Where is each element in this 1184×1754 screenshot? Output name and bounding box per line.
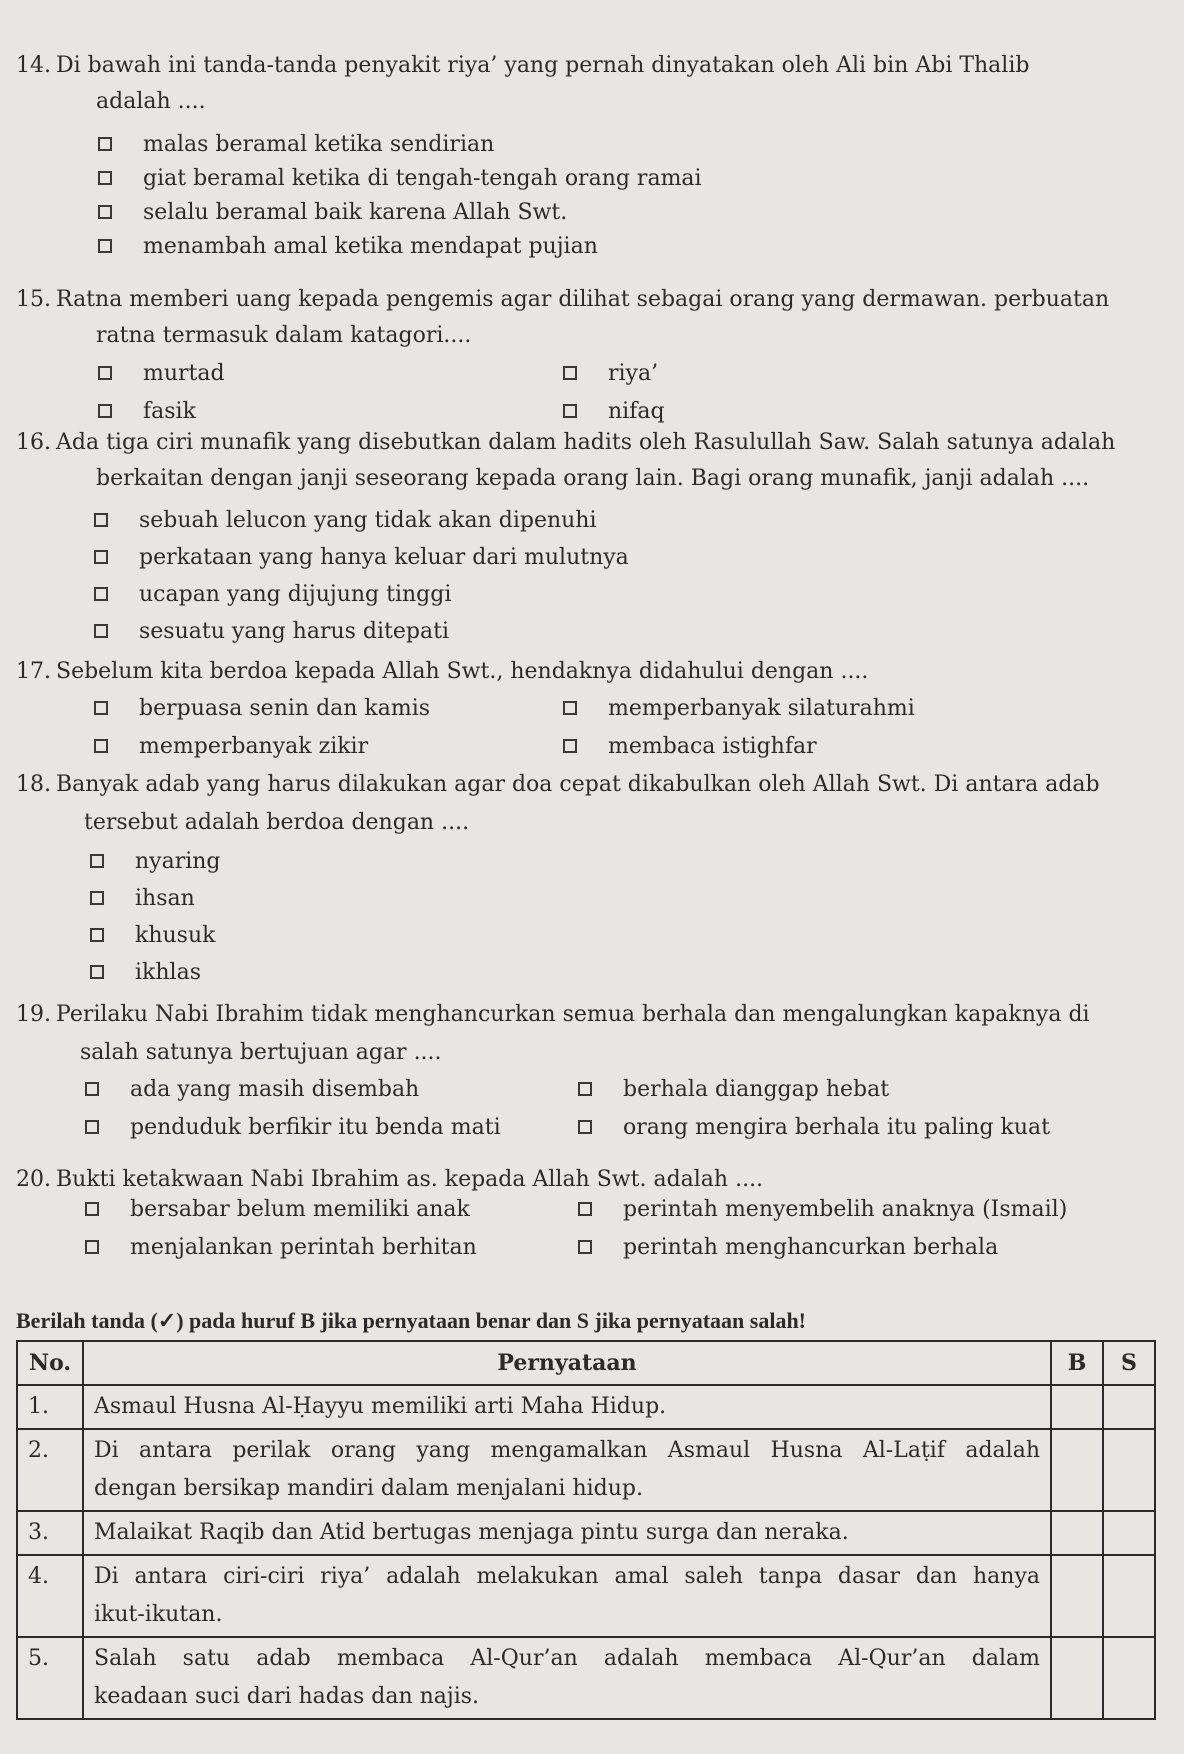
row-number: 1. bbox=[17, 1385, 83, 1429]
checkbox[interactable] bbox=[98, 205, 112, 219]
question-text: Di bawah ini tanda-tanda penyakit riya’ yang pernah dinyatakan oleh Ali bin Abi Thalib bbox=[56, 53, 1030, 78]
question-14 bbox=[16, 46, 1156, 122]
question-text-cont: salah satunya bertujuan agar .... bbox=[80, 1040, 442, 1065]
checkbox[interactable] bbox=[94, 739, 108, 753]
row-statement: Asmaul Husna Al-Ḥayyu memiliki arti Maha Hidup. bbox=[83, 1385, 1051, 1429]
section-instruction: Berilah tanda (✓) pada huruf B jika pernyataan benar dan S jika pernyataan salah! bbox=[16, 1308, 807, 1333]
row-statement: Malaikat Raqib dan Atid bertugas menjaga pintu surga dan neraka. bbox=[83, 1511, 1051, 1555]
question-number: 19. bbox=[16, 1002, 51, 1027]
question-text-cont: ratna termasuk dalam katagori.... bbox=[96, 323, 472, 348]
row-number: 4. bbox=[17, 1555, 83, 1637]
checkbox[interactable] bbox=[98, 404, 112, 418]
question-text: Sebelum kita berdoa kepada Allah Swt., hendaknya didahului dengan .... bbox=[56, 659, 869, 684]
checkbox[interactable] bbox=[98, 239, 112, 253]
row-number: 2. bbox=[17, 1429, 83, 1511]
question-text-cont: berkaitan dengan janji seseorang kepada orang lain. Bagi orang munafik, janji adalah .... bbox=[96, 466, 1090, 491]
checkbox[interactable] bbox=[85, 1120, 99, 1134]
checkbox[interactable] bbox=[85, 1082, 99, 1096]
checkbox[interactable] bbox=[85, 1240, 99, 1254]
table-row bbox=[17, 1511, 1155, 1555]
answer-b-cell[interactable] bbox=[1051, 1429, 1103, 1511]
checkbox[interactable] bbox=[90, 891, 104, 905]
question-15 bbox=[16, 280, 1156, 356]
question-number: 18. bbox=[16, 772, 51, 797]
answer-s-cell[interactable] bbox=[1103, 1511, 1155, 1555]
checkbox[interactable] bbox=[563, 404, 577, 418]
question-text: Perilaku Nabi Ibrahim tidak menghancurkan semua berhala dan mengalungkan kapaknya di bbox=[56, 1002, 1090, 1027]
checkbox[interactable] bbox=[578, 1202, 592, 1216]
checkbox[interactable] bbox=[563, 739, 577, 753]
answer-s-cell[interactable] bbox=[1103, 1637, 1155, 1719]
checkbox[interactable] bbox=[90, 965, 104, 979]
header-s: S bbox=[1103, 1341, 1155, 1385]
question-number: 17. bbox=[16, 659, 51, 684]
answer-b-cell[interactable] bbox=[1051, 1511, 1103, 1555]
header-no: No. bbox=[17, 1341, 83, 1385]
true-false-table bbox=[16, 1340, 1156, 1720]
question-19 bbox=[16, 995, 1156, 1073]
table-row bbox=[17, 1429, 1155, 1511]
checkbox[interactable] bbox=[94, 513, 108, 527]
checkbox[interactable] bbox=[578, 1082, 592, 1096]
answer-b-cell[interactable] bbox=[1051, 1385, 1103, 1429]
checkbox[interactable] bbox=[85, 1202, 99, 1216]
checkbox[interactable] bbox=[94, 701, 108, 715]
checkbox[interactable] bbox=[98, 171, 112, 185]
row-number: 5. bbox=[17, 1637, 83, 1719]
answer-s-cell[interactable] bbox=[1103, 1385, 1155, 1429]
header-statement: Pernyataan bbox=[83, 1341, 1051, 1385]
table-row bbox=[17, 1555, 1155, 1637]
row-statement: Salah satu adab membaca Al-Qur’an adalah membaca Al-Qur’an dalam keadaan suci dari hadas dan najis. bbox=[83, 1637, 1051, 1719]
checkbox[interactable] bbox=[94, 550, 108, 564]
checkbox[interactable] bbox=[563, 701, 577, 715]
checkbox[interactable] bbox=[98, 137, 112, 151]
checkbox[interactable] bbox=[578, 1240, 592, 1254]
header-b: B bbox=[1051, 1341, 1103, 1385]
question-number: 14. bbox=[16, 53, 51, 78]
question-17 bbox=[16, 652, 1156, 692]
question-text-cont: adalah .... bbox=[96, 89, 206, 114]
row-statement: Di antara ciri-ciri riya’ adalah melakukan amal saleh tanpa dasar dan hanya ikut-ikutan. bbox=[83, 1555, 1051, 1637]
question-16 bbox=[16, 423, 1156, 499]
question-text: Banyak adab yang harus dilakukan agar doa cepat dikabulkan oleh Allah Swt. Di antara adab bbox=[56, 772, 1100, 797]
checkbox[interactable] bbox=[563, 366, 577, 380]
checkbox[interactable] bbox=[90, 928, 104, 942]
table-header-row bbox=[17, 1341, 1155, 1385]
question-number: 20. bbox=[16, 1167, 51, 1192]
row-number: 3. bbox=[17, 1511, 83, 1555]
answer-b-cell[interactable] bbox=[1051, 1555, 1103, 1637]
table-row bbox=[17, 1385, 1155, 1429]
answer-s-cell[interactable] bbox=[1103, 1555, 1155, 1637]
question-number: 15. bbox=[16, 287, 51, 312]
question-number: 16. bbox=[16, 430, 51, 455]
question-text: Bukti ketakwaan Nabi Ibrahim as. kepada Allah Swt. adalah .... bbox=[56, 1167, 764, 1192]
question-text: Ada tiga ciri munafik yang disebutkan dalam hadits oleh Rasulullah Saw. Salah satunya adalah bbox=[56, 430, 1116, 455]
question-text-cont: tersebut adalah berdoa dengan .... bbox=[84, 810, 470, 835]
answer-b-cell[interactable] bbox=[1051, 1637, 1103, 1719]
checkbox[interactable] bbox=[94, 624, 108, 638]
question-text: Ratna memberi uang kepada pengemis agar dilihat sebagai orang yang dermawan. perbuatan bbox=[56, 287, 1110, 312]
row-statement: Di antara perilak orang yang mengamalkan Asmaul Husna Al-Laṭif adalah dengan bersikap mandiri dalam menjalani hidup. bbox=[83, 1429, 1051, 1511]
worksheet-page: 14. Di bawah ini tanda-tanda penyakit riya’ yang pernah dinyatakan oleh Ali bin Abi Thalib adalah .... malas beramal ketika sendirian giat beramal ketika di tengah-tengah orang ramai selalu beramal baik karena Allah Swt. menambah amal ketika mendapat pujian 15. Ratna memberi uang kepada pengemis agar dilihat sebagai orang yang dermawan. perbuatan ratna termasuk dalam katagori.... murtad riya’ fasik nifaq 16. Ada tiga ciri munafik yang disebutkan dalam hadits oleh Rasulullah Saw. Salah satunya adalah berkaitan dengan janji seseorang kepada orang lain. Bagi orang munafik, janji adalah .... sebuah lelucon yang tidak akan dipenuhi perkataan yang hanya keluar dari mulutnya ucapan yang dijujung tinggi sesuatu yang harus ditepati 17. Sebelum kita berdoa kepada Allah Swt., hendaknya didahului dengan .... berpuasa senin dan kamis memperbanyak silaturahmi memperbanyak zikir membaca istighfar 18. Banyak adab yang harus dilakukan agar doa cepat dikabulkan oleh Allah Swt. Di antara adab tersebut adalah berdoa dengan .... nyaring ihsan khusuk ikhlas 19. Perilaku Nabi Ibrahim tidak menghancurkan semua berhala dan mengalungkan kapaknya di salah satunya bertujuan agar .... ada yang masih disembah berhala dianggap hebat penduduk berfikir itu benda mati orang mengira berhala itu paling kuat 20. Bukti ketakwaan Nabi Ibrahim as. kepada Allah Swt. adalah .... bersabar belum memiliki anak perintah menyembelih anaknya (Ismail) menjalankan perintah berhitan perintah menghancurkan berhala Berilah tanda (✓) pada huruf B jika pernyataan benar dan S jika pernyataan salah! No. Pernyataan B S 1. Asmaul Husna Al-Ḥayyu memiliki arti Maha Hidup. 2. Di antara perilak orang yang mengamalkan Asmaul Husna Al-Laṭif adalah dengan bersikap mandiri dalam menjalani hidup. 3. Malaikat Raqib dan Atid bertugas menjaga pintu surga dan neraka. 4. Di antara ciri-ciri riya’ adalah melakukan amal saleh tanpa dasar dan hanya ikut-ikutan. 5. Salah satu adab membaca Al-Qur’an adalah membaca Al-Qur’an dalam keadaan suci dari hadas dan najis. bbox=[0, 0, 1184, 1754]
answer-s-cell[interactable] bbox=[1103, 1429, 1155, 1511]
question-18 bbox=[16, 765, 1156, 843]
checkbox[interactable] bbox=[90, 854, 104, 868]
checkbox[interactable] bbox=[578, 1120, 592, 1134]
checkbox[interactable] bbox=[98, 366, 112, 380]
checkbox[interactable] bbox=[94, 587, 108, 601]
table-row bbox=[17, 1637, 1155, 1719]
